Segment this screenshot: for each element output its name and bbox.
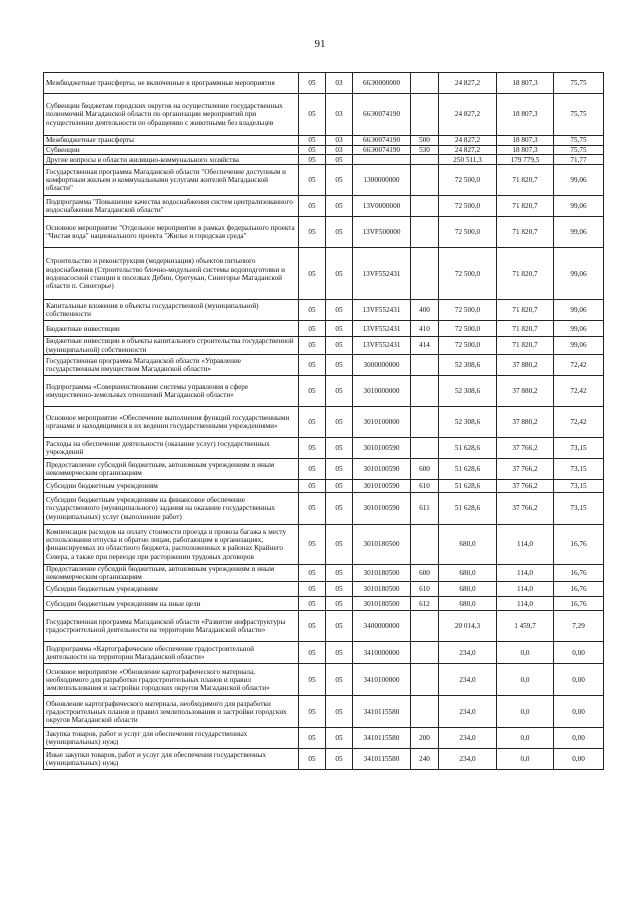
table-row [44,337,604,355]
row-expense-type: 610 [411,582,439,597]
row-plan-amount: 680,0 [439,597,497,611]
row-percent: 16,76 [554,582,604,597]
row-section: 05 [299,94,326,136]
row-expense-type [411,642,439,664]
row-actual-amount: 37 880,2 [497,375,554,406]
row-section: 05 [299,642,326,664]
row-name: Субсидии бюджетным учреждениям на финансовое обеспечение государственного (муниципального) задания на оказание государственных (муниципальных) услуг (выполнение работ) [44,492,299,524]
row-expense-type [411,354,439,375]
budget-table [43,72,604,770]
row-actual-amount: 18 807,3 [497,94,554,136]
row-plan-amount: 72 500,0 [439,321,497,337]
table-row [44,165,604,196]
row-section: 05 [299,406,326,437]
row-plan-amount: 250 511,3 [439,155,497,165]
row-subsection: 05 [326,492,353,524]
row-subsection: 05 [326,479,353,492]
table-row [44,564,604,582]
row-plan-amount: 234,0 [439,728,497,749]
row-percent: 99,06 [554,165,604,196]
row-plan-amount: 24 827,2 [439,136,497,146]
row-target-article: 3410115580 [353,728,411,749]
row-plan-amount: 51 628,6 [439,479,497,492]
row-actual-amount: 114,0 [497,524,554,564]
row-subsection: 05 [326,406,353,437]
row-subsection: 03 [326,94,353,136]
row-target-article: 3010100590 [353,492,411,524]
table-row [44,321,604,337]
row-target-article: 3410100000 [353,664,411,696]
row-section: 05 [299,155,326,165]
row-actual-amount: 71 820,7 [497,196,554,217]
row-section: 05 [299,524,326,564]
row-plan-amount: 72 500,0 [439,217,497,248]
row-expense-type [411,94,439,136]
table-row [44,458,604,479]
row-plan-amount: 72 500,0 [439,165,497,196]
row-expense-type [411,611,439,642]
row-expense-type [411,217,439,248]
row-target-article: 3010000000 [353,375,411,406]
row-actual-amount: 18 807,3 [497,73,554,94]
row-target-article: 66Э0074190 [353,94,411,136]
row-expense-type [411,155,439,165]
row-actual-amount: 71 820,7 [497,165,554,196]
row-name: Бюджетные инвестиции в объекты капитального строительства государственной (муниципальной) собственности [44,337,299,355]
row-subsection: 05 [326,664,353,696]
row-target-article: 3010180500 [353,564,411,582]
table-row [44,155,604,165]
row-subsection: 05 [326,564,353,582]
row-percent: 75,75 [554,136,604,146]
row-section: 05 [299,136,326,146]
row-name: Основное мероприятие "Отдельное мероприятие в рамках федерального проекта "Чистая вода" национального проекта "Жилье и городская среда" [44,217,299,248]
row-target-article: 3400000000 [353,611,411,642]
row-percent: 16,76 [554,597,604,611]
row-plan-amount: 234,0 [439,664,497,696]
row-target-article: 3010100590 [353,437,411,458]
row-name: Основное мероприятие «Обновление картографического материала, необходимого для разработки градостроительных планов и правил землепользования и застройки городских округов Магаданской области» [44,664,299,696]
row-name: Иные закупки товаров, работ и услуг для обеспечения государственных (муниципальных) нужд [44,749,299,770]
row-section: 05 [299,146,326,155]
row-plan-amount: 24 827,2 [439,94,497,136]
row-percent: 0,00 [554,696,604,728]
row-expense-type [411,73,439,94]
row-section: 05 [299,73,326,94]
table-row [44,437,604,458]
row-name: Подпрограмма «Картографическое обеспечение градостроительной деятельности на территории Магаданской области» [44,642,299,664]
row-expense-type [411,696,439,728]
row-expense-type: 414 [411,337,439,355]
row-name: Предоставление субсидий бюджетным, автономным учреждениям и иным некоммерческим организациям [44,458,299,479]
row-target-article: 3010100000 [353,406,411,437]
row-section: 05 [299,479,326,492]
row-expense-type [411,375,439,406]
row-subsection: 05 [326,375,353,406]
row-expense-type [411,406,439,437]
row-subsection: 05 [326,437,353,458]
row-name: Расходы на обеспечение деятельности (оказание услуг) государственных учреждений [44,437,299,458]
row-actual-amount: 71 820,7 [497,217,554,248]
table-row [44,611,604,642]
row-percent: 0,00 [554,749,604,770]
row-plan-amount: 51 628,6 [439,458,497,479]
row-subsection: 05 [326,749,353,770]
table-body [44,73,604,770]
row-target-article: 13V0000000 [353,196,411,217]
row-section: 05 [299,611,326,642]
row-expense-type [411,248,439,300]
table-row [44,248,604,300]
row-actual-amount: 0,0 [497,749,554,770]
row-name: Капитальные вложения в объекты государственной (муниципальной) собственности [44,300,299,321]
row-actual-amount: 37 766,2 [497,458,554,479]
row-section: 05 [299,696,326,728]
row-name: Субвенции бюджетам городских округов на осуществление государственных полномочий Магаданской области по организации мероприятий при осуществлении деятельности по обращению с животными без владельцев [44,94,299,136]
row-expense-type [411,664,439,696]
row-expense-type: 612 [411,597,439,611]
row-target-article: 3410115580 [353,749,411,770]
row-subsection: 05 [326,524,353,564]
table-row [44,375,604,406]
row-actual-amount: 37 766,2 [497,479,554,492]
row-target-article [353,155,411,165]
table-row [44,524,604,564]
row-expense-type [411,165,439,196]
row-plan-amount: 52 308,6 [439,354,497,375]
row-target-article: 3010180500 [353,597,411,611]
row-percent: 71,77 [554,155,604,165]
row-expense-type: 410 [411,321,439,337]
row-expense-type: 611 [411,492,439,524]
row-section: 05 [299,749,326,770]
row-actual-amount: 114,0 [497,597,554,611]
row-plan-amount: 52 308,6 [439,406,497,437]
row-target-article: 13VF552431 [353,248,411,300]
row-subsection: 05 [326,321,353,337]
row-subsection: 03 [326,73,353,94]
row-name: Межбюджетные трансферты [44,136,299,146]
row-section: 05 [299,458,326,479]
row-section: 05 [299,248,326,300]
table-row [44,696,604,728]
row-target-article: 13VF552431 [353,321,411,337]
row-actual-amount: 18 807,3 [497,136,554,146]
table-row [44,642,604,664]
row-percent: 72,42 [554,406,604,437]
row-percent: 16,76 [554,524,604,564]
row-actual-amount: 71 820,7 [497,248,554,300]
row-plan-amount: 234,0 [439,642,497,664]
row-section: 05 [299,564,326,582]
table-row [44,492,604,524]
row-name: Бюджетные инвестиции [44,321,299,337]
row-target-article: 3010180500 [353,524,411,564]
row-expense-type: 200 [411,728,439,749]
row-name: Государственная программа Магаданской области «Управление государственным имуществом Магаданской области» [44,354,299,375]
row-name: Межбюджетные трансферты, не включенные в программные мероприятия [44,73,299,94]
row-target-article: 66Э0074190 [353,136,411,146]
row-subsection: 05 [326,196,353,217]
row-actual-amount: 0,0 [497,728,554,749]
row-actual-amount: 0,0 [497,642,554,664]
row-subsection: 05 [326,155,353,165]
row-percent: 75,75 [554,146,604,155]
row-name: Другие вопросы в области жилищно-коммунального хозяйства [44,155,299,165]
row-expense-type [411,524,439,564]
table-row [44,136,604,146]
row-expense-type: 610 [411,479,439,492]
row-percent: 0,00 [554,728,604,749]
row-plan-amount: 234,0 [439,696,497,728]
table-row [44,406,604,437]
row-name: Субсидии бюджетным учреждениям [44,479,299,492]
row-percent: 73,15 [554,492,604,524]
row-subsection: 05 [326,165,353,196]
row-actual-amount: 0,0 [497,696,554,728]
row-plan-amount: 72 500,0 [439,300,497,321]
row-target-article: 3010100590 [353,479,411,492]
row-expense-type: 600 [411,458,439,479]
row-plan-amount: 52 308,6 [439,375,497,406]
row-actual-amount: 114,0 [497,564,554,582]
row-actual-amount: 1 459,7 [497,611,554,642]
row-section: 05 [299,217,326,248]
row-target-article: 3010100590 [353,458,411,479]
row-subsection: 05 [326,728,353,749]
row-target-article: 13VF552431 [353,337,411,355]
row-subsection: 05 [326,300,353,321]
row-plan-amount: 72 500,0 [439,196,497,217]
row-section: 05 [299,337,326,355]
row-expense-type [411,437,439,458]
row-expense-type: 530 [411,146,439,155]
row-name: Предоставление субсидий бюджетным, автономным учреждениям и иным некоммерческим организациям [44,564,299,582]
row-subsection: 05 [326,597,353,611]
row-plan-amount: 72 500,0 [439,337,497,355]
table-row [44,664,604,696]
row-percent: 0,00 [554,642,604,664]
row-section: 05 [299,728,326,749]
table-row [44,749,604,770]
row-actual-amount: 37 766,2 [497,437,554,458]
row-subsection: 03 [326,146,353,155]
row-target-article: 3010180500 [353,582,411,597]
row-subsection: 03 [326,136,353,146]
row-subsection: 05 [326,582,353,597]
row-target-article: 13VF500000 [353,217,411,248]
row-percent: 7,29 [554,611,604,642]
row-plan-amount: 680,0 [439,582,497,597]
row-section: 05 [299,375,326,406]
row-target-article: 1300000000 [353,165,411,196]
row-plan-amount: 234,0 [439,749,497,770]
row-actual-amount: 18 807,3 [497,146,554,155]
row-percent: 99,06 [554,196,604,217]
row-actual-amount: 37 766,2 [497,492,554,524]
row-percent: 73,15 [554,479,604,492]
row-subsection: 05 [326,642,353,664]
row-name: Субсидии бюджетным учреждениям на иные цели [44,597,299,611]
row-plan-amount: 20 014,3 [439,611,497,642]
row-plan-amount: 72 500,0 [439,248,497,300]
row-name: Субсидии бюджетным учреждениям [44,582,299,597]
row-percent: 99,06 [554,337,604,355]
row-name: Строительство и реконструкция (модернизация) объектов питьевого водоснабжения (Строительство блочно-модульной системы водоподготовки и водонасосной станции в поселках Дебин, Оротукан, Синегорье Магаданской области п. Синегорье) [44,248,299,300]
row-subsection: 05 [326,337,353,355]
row-plan-amount: 24 827,2 [439,73,497,94]
page-number: 91 [314,38,326,50]
row-percent: 16,76 [554,564,604,582]
row-subsection: 05 [326,458,353,479]
table-row [44,94,604,136]
row-name: Государственная программа Магаданской области «Развитие инфраструктуры градостроительной деятельности на территории Магаданской области» [44,611,299,642]
row-expense-type: 500 [411,136,439,146]
row-subsection: 05 [326,354,353,375]
table-row [44,196,604,217]
row-section: 05 [299,354,326,375]
row-section: 05 [299,196,326,217]
table-row [44,300,604,321]
row-expense-type: 400 [411,300,439,321]
row-name: Закупка товаров, работ и услуг для обеспечения государственных (муниципальных) нужд [44,728,299,749]
row-percent: 99,06 [554,300,604,321]
row-actual-amount: 114,0 [497,582,554,597]
row-percent: 0,00 [554,664,604,696]
row-actual-amount: 0,0 [497,664,554,696]
row-target-article: 66Э0000000 [353,73,411,94]
row-name: Подпрограмма "Повышение качества водоснабжения систем централизованного водоснабжения Магаданской области" [44,196,299,217]
row-plan-amount: 51 628,6 [439,437,497,458]
row-name: Обновление картографического материала, необходимого для разработки градостроительных планов и правил землепользования и застройки городских округов Магаданской области [44,696,299,728]
table-row [44,354,604,375]
row-percent: 99,06 [554,217,604,248]
table-row [44,73,604,94]
table-row [44,728,604,749]
row-subsection: 05 [326,696,353,728]
row-percent: 99,06 [554,248,604,300]
row-target-article: 66Э0074190 [353,146,411,155]
row-plan-amount: 51 628,6 [439,492,497,524]
row-name: Основное мероприятие «Обеспечение выполнения функций государственными органами и находящимися в их ведении государственными учреждениями» [44,406,299,437]
row-section: 05 [299,437,326,458]
row-name: Субвенции [44,146,299,155]
row-plan-amount: 680,0 [439,524,497,564]
row-section: 05 [299,165,326,196]
row-percent: 73,15 [554,437,604,458]
table-row [44,146,604,155]
row-section: 05 [299,582,326,597]
row-section: 05 [299,597,326,611]
row-actual-amount: 179 779,5 [497,155,554,165]
row-subsection: 05 [326,248,353,300]
row-target-article: 3410000000 [353,642,411,664]
row-actual-amount: 37 880,2 [497,406,554,437]
row-section: 05 [299,492,326,524]
row-section: 05 [299,664,326,696]
row-percent: 75,75 [554,94,604,136]
table-row [44,597,604,611]
row-percent: 75,75 [554,73,604,94]
row-actual-amount: 71 820,7 [497,321,554,337]
row-plan-amount: 680,0 [439,564,497,582]
table-row [44,217,604,248]
row-percent: 72,42 [554,354,604,375]
row-percent: 73,15 [554,458,604,479]
row-plan-amount: 24 827,2 [439,146,497,155]
row-expense-type: 600 [411,564,439,582]
table-row [44,582,604,597]
row-section: 05 [299,300,326,321]
row-section: 05 [299,321,326,337]
row-actual-amount: 71 820,7 [497,300,554,321]
row-percent: 72,42 [554,375,604,406]
row-expense-type [411,196,439,217]
row-expense-type: 240 [411,749,439,770]
row-target-article: 13VF552431 [353,300,411,321]
row-name: Подпрограмма «Совершенствование системы управления в сфере имущественно-земельных отношений Магаданской области» [44,375,299,406]
row-subsection: 05 [326,217,353,248]
row-target-article: 3000000000 [353,354,411,375]
row-actual-amount: 71 820,7 [497,337,554,355]
row-target-article: 3410115580 [353,696,411,728]
row-actual-amount: 37 880,2 [497,354,554,375]
row-name: Государственная программа Магаданской области "Обеспечение доступным и комфортным жильем и коммунальными услугами жителей Магаданской области" [44,165,299,196]
row-percent: 99,06 [554,321,604,337]
row-subsection: 05 [326,611,353,642]
row-name: Компенсация расходов на оплату стоимости проезда и провоза багажа к месту использования отпуска и обратно лицам, работающим в организациях, финансируемых из областного бюджета, расположенных в районах Крайнего Севера, а также при переезде при расторжении трудовых договоров [44,524,299,564]
table-row [44,479,604,492]
